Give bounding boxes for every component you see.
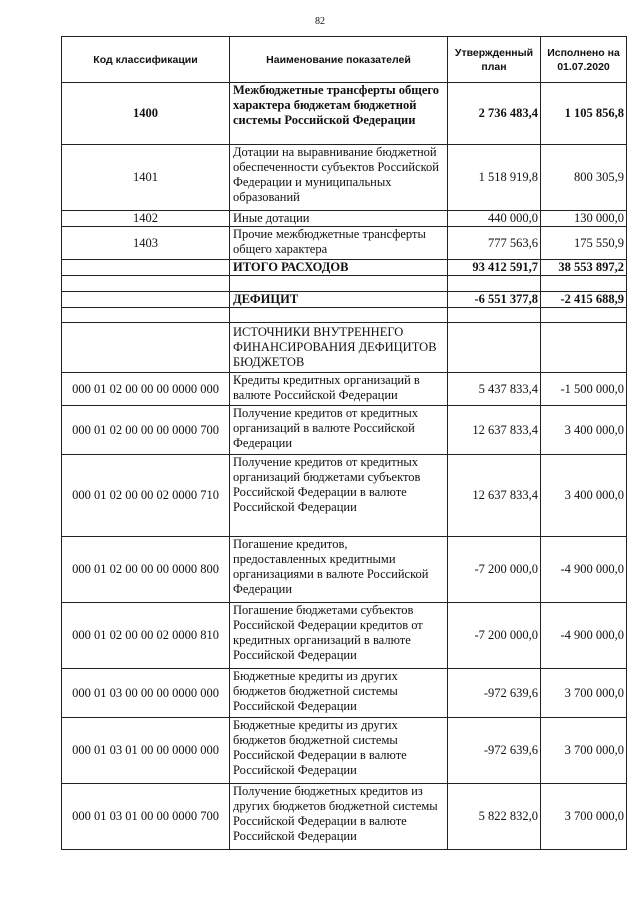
- row-code: 000 01 02 00 00 02 0000 810: [62, 603, 230, 669]
- table-row: [62, 211, 627, 227]
- table-row: [62, 784, 627, 850]
- row-plan: 5 822 832,0: [448, 784, 541, 850]
- row-name: [230, 308, 448, 323]
- table-row: [62, 292, 627, 308]
- row-executed: 3 700 000,0: [541, 718, 627, 784]
- table-row: [62, 455, 627, 537]
- row-plan: 1 518 919,8: [448, 145, 541, 211]
- row-name: Погашение кредитов, предоставленных кредитными организациями в валюте Российской Федерации: [230, 537, 448, 603]
- row-executed: 3 400 000,0: [541, 406, 627, 455]
- row-executed: 1 105 856,8: [541, 83, 627, 145]
- row-plan: 12 637 833,4: [448, 406, 541, 455]
- page-number: 82: [315, 16, 325, 27]
- row-executed: 800 305,9: [541, 145, 627, 211]
- row-name: Дотации на выравнивание бюджетной обеспеченности субъектов Российской Федерации и муниципальных образований: [230, 145, 448, 211]
- section-header-row: [62, 323, 627, 373]
- row-name: ИТОГО РАСХОДОВ: [230, 260, 448, 276]
- row-code: 000 01 02 00 00 00 0000 000: [62, 373, 230, 406]
- row-executed: 175 550,9: [541, 227, 627, 260]
- table-row: [62, 83, 627, 145]
- header-executed: Исполнено на 01.07.2020: [541, 37, 627, 83]
- row-executed: 3 400 000,0: [541, 455, 627, 537]
- row-code: 1402: [62, 211, 230, 227]
- row-executed: -1 500 000,0: [541, 373, 627, 406]
- table-row: [62, 373, 627, 406]
- header-name: Наименование показателей: [230, 37, 448, 83]
- budget-table: [61, 36, 627, 850]
- row-executed: 38 553 897,2: [541, 260, 627, 276]
- row-plan: -972 639,6: [448, 669, 541, 718]
- table-row: [62, 603, 627, 669]
- row-plan: [448, 276, 541, 292]
- header-plan: Утвержденный план: [448, 37, 541, 83]
- table-row: [62, 227, 627, 260]
- row-code: 000 01 02 00 00 02 0000 710: [62, 455, 230, 537]
- row-plan: 440 000,0: [448, 211, 541, 227]
- row-code: 000 01 02 00 00 00 0000 700: [62, 406, 230, 455]
- row-plan: 5 437 833,4: [448, 373, 541, 406]
- row-plan: -972 639,6: [448, 718, 541, 784]
- row-executed: -4 900 000,0: [541, 603, 627, 669]
- row-name: [230, 276, 448, 292]
- row-plan: 12 637 833,4: [448, 455, 541, 537]
- row-plan: 93 412 591,7: [448, 260, 541, 276]
- row-executed: 3 700 000,0: [541, 669, 627, 718]
- row-code: [62, 292, 230, 308]
- row-executed: -2 415 688,9: [541, 292, 627, 308]
- row-plan: -7 200 000,0: [448, 537, 541, 603]
- row-code: [62, 276, 230, 292]
- row-plan: [448, 308, 541, 323]
- row-code: 1401: [62, 145, 230, 211]
- row-name: Погашение бюджетами субъектов Российской Федерации кредитов от кредитных организаций в валюте Российской Федерации: [230, 603, 448, 669]
- row-code: 000 01 03 01 00 00 0000 000: [62, 718, 230, 784]
- table-row: [62, 537, 627, 603]
- row-plan: 2 736 483,4: [448, 83, 541, 145]
- table-row: [62, 260, 627, 276]
- row-executed: [541, 308, 627, 323]
- row-code: 000 01 03 01 00 00 0000 700: [62, 784, 230, 850]
- row-code: 000 01 02 00 00 00 0000 800: [62, 537, 230, 603]
- empty-row: [62, 276, 627, 292]
- row-executed: 130 000,0: [541, 211, 627, 227]
- row-plan: 777 563,6: [448, 227, 541, 260]
- table-row: [62, 669, 627, 718]
- section-title: ИСТОЧНИКИ ВНУТРЕННЕГО ФИНАНСИРОВАНИЯ ДЕФИЦИТОВ БЮДЖЕТОВ: [230, 323, 448, 373]
- row-name: Иные дотации: [230, 211, 448, 227]
- header-row: [62, 37, 627, 83]
- row-executed: [541, 276, 627, 292]
- row-code: [62, 323, 230, 373]
- row-name: Получение кредитов от кредитных организаций бюджетами субъектов Российской Федерации в валюте Российской Федерации: [230, 455, 448, 537]
- row-code: [62, 260, 230, 276]
- row-name: Получение бюджетных кредитов из других бюджетов бюджетной системы Российской Федерации в валюте Российской Федерации: [230, 784, 448, 850]
- row-code: 1400: [62, 83, 230, 145]
- row-name: Прочие межбюджетные трансферты общего характера: [230, 227, 448, 260]
- row-code: [62, 308, 230, 323]
- row-executed: -4 900 000,0: [541, 537, 627, 603]
- row-plan: -7 200 000,0: [448, 603, 541, 669]
- table-row: [62, 718, 627, 784]
- table-row: [62, 406, 627, 455]
- row-name: Бюджетные кредиты из других бюджетов бюджетной системы Российской Федерации в валюте Российской Федерации: [230, 718, 448, 784]
- row-executed: 3 700 000,0: [541, 784, 627, 850]
- table-row: [62, 145, 627, 211]
- row-plan: -6 551 377,8: [448, 292, 541, 308]
- header-code: Код классификации: [62, 37, 230, 83]
- empty-row: [62, 308, 627, 323]
- row-plan: [448, 323, 541, 373]
- row-name: ДЕФИЦИТ: [230, 292, 448, 308]
- row-code: 1403: [62, 227, 230, 260]
- row-name: Получение кредитов от кредитных организаций в валюте Российской Федерации: [230, 406, 448, 455]
- row-name: Кредиты кредитных организаций в валюте Российской Федерации: [230, 373, 448, 406]
- row-name: Бюджетные кредиты из других бюджетов бюджетной системы Российской Федерации: [230, 669, 448, 718]
- row-code: 000 01 03 00 00 00 0000 000: [62, 669, 230, 718]
- row-executed: [541, 323, 627, 373]
- row-name: Межбюджетные трансферты общего характера бюджетам бюджетной системы Российской Федерации: [230, 83, 448, 145]
